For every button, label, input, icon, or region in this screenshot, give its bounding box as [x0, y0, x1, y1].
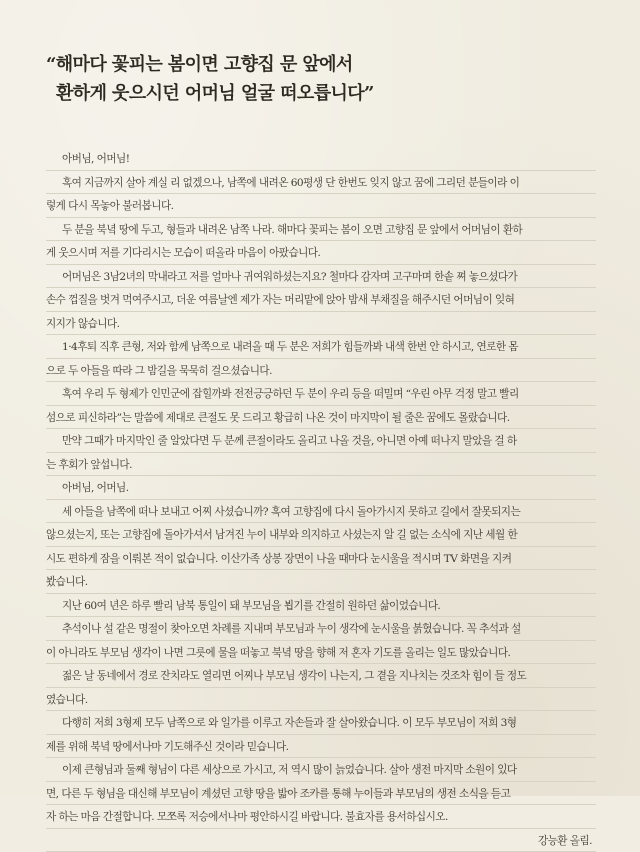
- quote-line-2: 환하게 웃으시던 어머님 얼굴 떠오릅니다”: [46, 79, 606, 108]
- letter-line: 시도 편하게 잠을 이뤄본 적이 없습니다. 이산가족 상봉 장면이 나올 때마다 눈시울을 적시며 TV 화면을 지켜: [46, 547, 596, 571]
- letter-line: 게 웃으시며 저를 기다리시는 모습이 떠올라 마음이 아팠습니다.: [46, 241, 596, 265]
- letter-line: 어머님은 3남2녀의 막내라고 저를 얼마나 귀여워하셨는지요? 철마다 감자며 고구마며 한솥 쪄 놓으셨다가: [46, 265, 596, 289]
- letter-line: 였습니다.: [46, 688, 596, 712]
- letter-line: 이제 큰형님과 둘째 형님이 다른 세상으로 가시고, 저 역시 많이 늙었습니다. 살아 생전 마지막 소원이 있다: [46, 758, 596, 782]
- letter-line: 추석이나 설 같은 명절이 찾아오면 차례를 지내며 부모님과 누이 생각에 눈시울을 붉혔습니다. 꼭 추석과 설: [46, 617, 596, 641]
- letter-line: 다행히 저희 3형제 모두 남쪽으로 와 일가를 이루고 자손들과 잘 살아왔습니다. 이 모두 부모님이 저희 3형: [46, 711, 596, 735]
- headline-quote: [46, 50, 606, 108]
- letter-line: 두 분을 북녘 땅에 두고, 형들과 내려온 남쪽 나라. 해마다 꽃피는 봄이 오면 고향집 문 앞에서 어머님이 환하: [46, 218, 596, 242]
- letter-line: 않으셨는지, 또는 고향집에 돌아가셔서 남겨진 누이 내부와 의지하고 사셨는지 알 길 없는 소식에 지난 세월 한: [46, 523, 596, 547]
- letter-line: 제를 위해 북녘 땅에서나마 기도해주신 것이라 믿습니다.: [46, 735, 596, 759]
- letter-line: 면, 다른 두 형님을 대신해 부모님이 계셨던 고향 땅을 밟아 조카를 통해 누이들과 부모님의 생전 소식을 듣고: [46, 782, 596, 806]
- letter-line: 지지가 않습니다.: [46, 312, 596, 336]
- letter-line: 이 아니라도 부모님 생각이 나면 그릇에 물을 떠놓고 북녘 땅을 향해 저 혼자 기도를 올리는 일도 많았습니다.: [46, 641, 596, 665]
- letter-line: 으로 두 아들을 따라 그 밤길을 묵묵히 걸으셨습니다.: [46, 359, 596, 383]
- letter-line: 아버님, 어머님.: [46, 476, 596, 500]
- letter-line: 혹여 우리 두 형제가 인민군에 잡힐까봐 전전긍긍하던 두 분이 우리 등을 떠밀며 “우린 아무 걱정 말고 빨리: [46, 382, 596, 406]
- letter-line: 아버님, 어머님!: [46, 147, 596, 171]
- letter-line: 섬으로 피신하라”는 말씀에 제대로 큰절도 못 드리고 황급히 나온 것이 마지막이 될 줄은 꿈에도 몰랐습니다.: [46, 406, 596, 430]
- letter-line: 지난 60여 년은 하루 빨리 남북 통일이 돼 부모님을 뵙기를 간절히 원하던 삶이었습니다.: [46, 594, 596, 618]
- quote-line-1: “해마다 꽃피는 봄이면 고향집 문 앞에서: [46, 50, 606, 79]
- letter-line: 는 후회가 앞섭니다.: [46, 453, 596, 477]
- letter-line: 혹여 지금까지 살아 계실 리 없겠으나, 남쪽에 내려온 60평생 단 한번도 잊지 않고 꿈에 그리던 분들이라 이: [46, 171, 596, 195]
- letter-line: 봤습니다.: [46, 570, 596, 594]
- letter-line: 1·4후퇴 직후 큰형, 저와 함께 남쪽으로 내려올 때 두 분은 저희가 힘들까봐 내색 한번 안 하시고, 연로한 몸: [46, 335, 596, 359]
- letter-line: 세 아들을 남쪽에 떠나 보내고 어찌 사셨습니까? 혹여 고향집에 다시 돌아가시지 못하고 길에서 잘못되지는: [46, 500, 596, 524]
- signature: 강능환 올림.: [46, 829, 596, 852]
- letter-line: 젊은 날 동네에서 경로 잔치라도 열리면 어찌나 부모님 생각이 나는지, 그 곁을 지나치는 것조차 힘이 들 정도: [46, 664, 596, 688]
- letter-line: 만약 그때가 마지막인 줄 알았다면 두 분께 큰절이라도 올리고 나올 것을, 아니면 아예 떠나지 말았을 걸 하: [46, 429, 596, 453]
- letter-line: 렇게 다시 목놓아 불러봅니다.: [46, 194, 596, 218]
- letter-body: [46, 147, 596, 852]
- letter-line: 자 하는 마음 간절합니다. 모쪼록 저승에서나마 평안하시길 바랍니다. 불효자를 용서하십시오.: [46, 805, 596, 829]
- letter-line: 손수 껍질을 벗겨 먹여주시고, 더운 여름날엔 제가 자는 머리맡에 앉아 밤새 부채질을 해주시던 어머님이 잊혀: [46, 288, 596, 312]
